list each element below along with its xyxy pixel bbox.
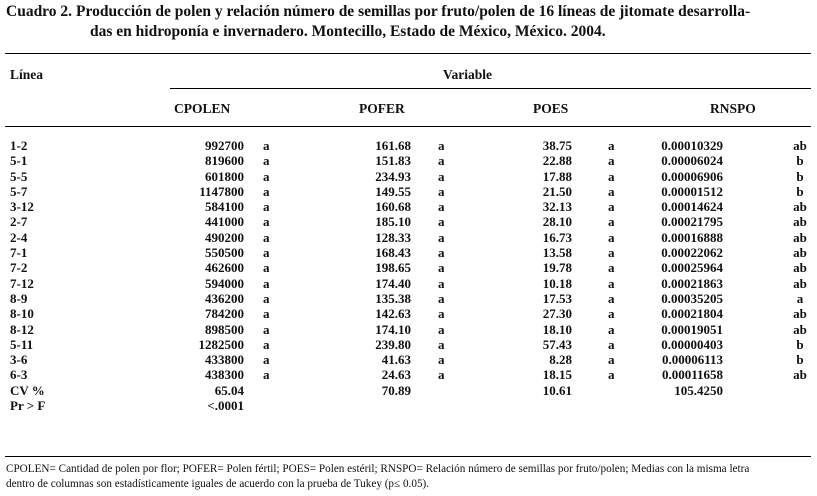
cpolen-letter: a bbox=[263, 153, 270, 169]
cpolen-cell: 584100 bbox=[205, 199, 244, 215]
linea-cell: 5-5 bbox=[10, 168, 28, 184]
linea-cell: 7-2 bbox=[10, 260, 28, 276]
linea-cell: 3-6 bbox=[10, 352, 28, 368]
poes-letter: a bbox=[608, 138, 615, 153]
table-row bbox=[0, 214, 817, 229]
table-row bbox=[0, 199, 817, 214]
table-caption bbox=[6, 2, 812, 42]
linea-cell: 7-12 bbox=[10, 275, 34, 291]
header-variable: Variable bbox=[443, 67, 493, 82]
rnspo-letter: b bbox=[796, 168, 804, 184]
cpolen-letter: a bbox=[263, 183, 270, 199]
linea-cell: 1-2 bbox=[10, 138, 28, 153]
table-row bbox=[0, 367, 817, 382]
pofer-cell: 198.65 bbox=[375, 260, 411, 276]
rnspo-cell: 0.00025964 bbox=[661, 260, 723, 276]
poes-letter: a bbox=[608, 214, 615, 230]
rnspo-letter: b bbox=[796, 336, 804, 352]
poes-letter: a bbox=[608, 229, 615, 245]
linea-cell: 5-7 bbox=[10, 183, 28, 199]
pofer-cell: 239.80 bbox=[375, 336, 411, 352]
header-linea: Línea bbox=[10, 67, 44, 82]
table-row bbox=[0, 322, 817, 337]
cpolen-letter: a bbox=[263, 275, 270, 291]
rnspo-letter: ab bbox=[793, 199, 807, 215]
poes-cell: 18.15 bbox=[542, 367, 572, 383]
rnspo-letter: ab bbox=[793, 275, 807, 291]
cpolen-letter: a bbox=[263, 336, 270, 352]
poes-cell: 28.10 bbox=[542, 214, 572, 230]
pofer-letter: a bbox=[438, 214, 445, 230]
cpolen-letter: a bbox=[263, 168, 270, 184]
cpolen-letter: a bbox=[263, 229, 270, 245]
pofer-letter: a bbox=[438, 367, 445, 383]
rnspo-cell: 0.00019051 bbox=[661, 321, 723, 337]
rnspo-cell: 0.00014624 bbox=[661, 199, 723, 215]
poes-letter: a bbox=[608, 199, 615, 215]
pofer-letter: a bbox=[438, 352, 445, 368]
pofer-cell: 151.83 bbox=[375, 153, 411, 169]
poes-cell: 57.43 bbox=[542, 336, 572, 352]
cpolen-cell: 1282500 bbox=[198, 336, 244, 352]
cpolen-cell: 438300 bbox=[205, 367, 244, 383]
pofer-letter: a bbox=[438, 168, 445, 184]
table-row bbox=[0, 245, 817, 260]
table-row bbox=[0, 169, 817, 184]
footnote bbox=[6, 462, 814, 492]
pofer-letter: a bbox=[438, 336, 445, 352]
poes-letter: a bbox=[608, 245, 615, 261]
cpolen-cell: 436200 bbox=[205, 290, 244, 306]
pofer-letter: a bbox=[438, 260, 445, 276]
rnspo-letter: ab bbox=[793, 260, 807, 276]
caption-line-1 bbox=[6, 2, 812, 22]
rnspo-letter: ab bbox=[793, 138, 807, 153]
cpolen-cell: 490200 bbox=[205, 229, 244, 245]
poes-letter: a bbox=[608, 168, 615, 184]
pofer-letter: a bbox=[438, 138, 445, 153]
cpolen-cell: 462600 bbox=[205, 260, 244, 276]
pofer-letter: a bbox=[438, 153, 445, 169]
poes-cell: 38.75 bbox=[542, 138, 572, 153]
pofer-cell: 174.10 bbox=[375, 321, 411, 337]
cpolen-letter: a bbox=[263, 321, 270, 337]
linea-cell: 5-1 bbox=[10, 153, 28, 169]
table-row bbox=[0, 184, 817, 199]
header-rnspo: RNSPO bbox=[710, 101, 756, 116]
rnspo-letter: ab bbox=[793, 229, 807, 245]
table-row bbox=[0, 260, 817, 275]
pofer-cell: 41.63 bbox=[381, 352, 411, 368]
rnspo-cell: 0.00006906 bbox=[661, 168, 723, 184]
cpolen-letter: a bbox=[263, 306, 270, 322]
linea-cell: 8-9 bbox=[10, 290, 28, 306]
poes-cell: 27.30 bbox=[542, 306, 572, 322]
cv-rnspo: 105.4250 bbox=[674, 382, 723, 398]
poes-cell: 16.73 bbox=[542, 229, 572, 245]
bottom-rule bbox=[5, 456, 811, 457]
table-row bbox=[0, 352, 817, 367]
rnspo-cell: 0.00006113 bbox=[661, 352, 723, 368]
table-row bbox=[0, 337, 817, 352]
poes-letter: a bbox=[608, 290, 615, 306]
rnspo-letter: b bbox=[796, 352, 804, 368]
cpolen-cell: 594000 bbox=[205, 275, 244, 291]
pofer-cell: 168.43 bbox=[375, 245, 411, 261]
linea-cell: 8-10 bbox=[10, 306, 34, 322]
poes-cell: 22.88 bbox=[542, 153, 572, 169]
poes-cell: 21.50 bbox=[542, 183, 572, 199]
cpolen-letter: a bbox=[263, 260, 270, 276]
linea-cell: 2-7 bbox=[10, 214, 28, 230]
rnspo-letter: ab bbox=[793, 321, 807, 337]
cpolen-letter: a bbox=[263, 290, 270, 306]
rnspo-cell: 0.00021795 bbox=[661, 214, 723, 230]
pofer-cell: 149.55 bbox=[375, 183, 411, 199]
poes-letter: a bbox=[608, 306, 615, 322]
cpolen-letter: a bbox=[263, 245, 270, 261]
pofer-letter: a bbox=[438, 275, 445, 291]
cv-row bbox=[0, 383, 817, 398]
poes-cell: 18.10 bbox=[542, 321, 572, 337]
top-rule bbox=[5, 53, 811, 54]
poes-cell: 32.13 bbox=[542, 199, 572, 215]
poes-letter: a bbox=[608, 336, 615, 352]
pofer-cell: 174.40 bbox=[375, 275, 411, 291]
rnspo-cell: 0.00001512 bbox=[661, 183, 723, 199]
pofer-cell: 185.10 bbox=[375, 214, 411, 230]
cpolen-cell: 819600 bbox=[205, 153, 244, 169]
poes-letter: a bbox=[608, 183, 615, 199]
poes-cell: 10.18 bbox=[542, 275, 572, 291]
poes-cell: 8.28 bbox=[549, 352, 572, 368]
cpolen-cell: 784200 bbox=[205, 306, 244, 322]
poes-letter: a bbox=[608, 321, 615, 337]
pofer-cell: 160.68 bbox=[375, 199, 411, 215]
prf-label: Pr > F bbox=[10, 398, 46, 414]
cpolen-letter: a bbox=[263, 214, 270, 230]
rnspo-letter: b bbox=[796, 153, 804, 169]
poes-cell: 17.53 bbox=[542, 290, 572, 306]
cpolen-cell: 898500 bbox=[205, 321, 244, 337]
pofer-cell: 142.63 bbox=[375, 306, 411, 322]
caption-label: Cuadro 2. bbox=[6, 3, 73, 20]
rnspo-cell: 0.00022062 bbox=[661, 245, 723, 261]
rnspo-letter: b bbox=[796, 183, 804, 199]
poes-letter: a bbox=[608, 367, 615, 383]
pofer-letter: a bbox=[438, 290, 445, 306]
linea-cell: 3-12 bbox=[10, 199, 34, 215]
pofer-letter: a bbox=[438, 183, 445, 199]
poes-cell: 13.58 bbox=[542, 245, 572, 261]
poes-letter: a bbox=[608, 153, 615, 169]
footnote-line-2: dentro de columnas son estadísticamente iguales de acuerdo con la prueba de Tukey (p≤ 0.05). bbox=[6, 478, 430, 490]
header-pofer: POFER bbox=[359, 101, 405, 116]
cpolen-cell: 441000 bbox=[205, 214, 244, 230]
pofer-letter: a bbox=[438, 245, 445, 261]
header-poes: POES bbox=[533, 101, 569, 116]
caption-text-1: Producción de polen y relación número de semillas por fruto/polen de 16 líneas de jitomate desarrolla- bbox=[76, 3, 751, 20]
rnspo-cell: 0.00000403 bbox=[661, 336, 723, 352]
cv-cpolen: 65.04 bbox=[214, 382, 244, 398]
cpolen-cell: 1147800 bbox=[199, 183, 244, 199]
variable-rule bbox=[170, 88, 811, 89]
linea-cell: 5-11 bbox=[10, 336, 34, 352]
rnspo-cell: 0.00016888 bbox=[661, 229, 723, 245]
pofer-cell: 161.68 bbox=[375, 138, 411, 153]
cv-poes: 10.61 bbox=[542, 382, 572, 398]
rnspo-cell: 0.00021804 bbox=[661, 306, 723, 322]
poes-letter: a bbox=[608, 275, 615, 291]
prf-row bbox=[0, 398, 817, 413]
cpolen-cell: 550500 bbox=[205, 245, 244, 261]
cv-pofer: 70.89 bbox=[381, 382, 411, 398]
table-row bbox=[0, 306, 817, 321]
header-rule bbox=[5, 126, 811, 127]
cpolen-cell: 992700 bbox=[205, 138, 244, 153]
rnspo-letter: ab bbox=[793, 367, 807, 383]
linea-cell: 2-4 bbox=[10, 229, 28, 245]
rnspo-letter: a bbox=[796, 290, 804, 306]
pofer-letter: a bbox=[438, 321, 445, 337]
rnspo-cell: 0.00011658 bbox=[661, 367, 723, 383]
pofer-letter: a bbox=[438, 229, 445, 245]
pofer-cell: 135.38 bbox=[375, 290, 411, 306]
rnspo-cell: 0.00006024 bbox=[661, 153, 723, 169]
cpolen-letter: a bbox=[263, 352, 270, 368]
table-row bbox=[0, 291, 817, 306]
rnspo-letter: ab bbox=[793, 306, 807, 322]
linea-cell: 6-3 bbox=[10, 367, 28, 383]
rnspo-cell: 0.00035205 bbox=[661, 290, 723, 306]
pofer-cell: 24.63 bbox=[381, 367, 411, 383]
cpolen-letter: a bbox=[263, 199, 270, 215]
cpolen-letter: a bbox=[263, 367, 270, 383]
cpolen-letter: a bbox=[263, 138, 270, 153]
linea-cell: 7-1 bbox=[10, 245, 28, 261]
table-row bbox=[0, 138, 817, 153]
pofer-cell: 128.33 bbox=[375, 229, 411, 245]
cv-label: CV % bbox=[10, 382, 45, 398]
caption-line-2: das en hidroponía e invernadero. Montecillo, Estado de México, México. 2004. bbox=[90, 23, 606, 40]
poes-cell: 19.78 bbox=[542, 260, 572, 276]
pofer-cell: 234.93 bbox=[375, 168, 411, 184]
pofer-letter: a bbox=[438, 199, 445, 215]
rnspo-cell: 0.00021863 bbox=[661, 275, 723, 291]
poes-letter: a bbox=[608, 260, 615, 276]
linea-cell: 8-12 bbox=[10, 321, 34, 337]
rnspo-cell: 0.00010329 bbox=[661, 138, 723, 153]
header-cpolen: CPOLEN bbox=[174, 101, 231, 116]
poes-letter: a bbox=[608, 352, 615, 368]
prf-cpolen: <.0001 bbox=[207, 398, 244, 414]
rnspo-letter: ab bbox=[793, 245, 807, 261]
data-table bbox=[0, 138, 817, 413]
rnspo-letter: ab bbox=[793, 214, 807, 230]
table-row bbox=[0, 276, 817, 291]
footnote-line-1: CPOLEN= Cantidad de polen por flor; POFER= Polen fértil; POES= Polen estéril; RNSPO= Relación número de semillas por fruto/polen; Medias con la misma letra bbox=[6, 463, 750, 475]
cpolen-cell: 433800 bbox=[205, 352, 244, 368]
pofer-letter: a bbox=[438, 306, 445, 322]
poes-cell: 17.88 bbox=[542, 168, 572, 184]
cpolen-cell: 601800 bbox=[205, 168, 244, 184]
table-row bbox=[0, 230, 817, 245]
table-row bbox=[0, 153, 817, 168]
